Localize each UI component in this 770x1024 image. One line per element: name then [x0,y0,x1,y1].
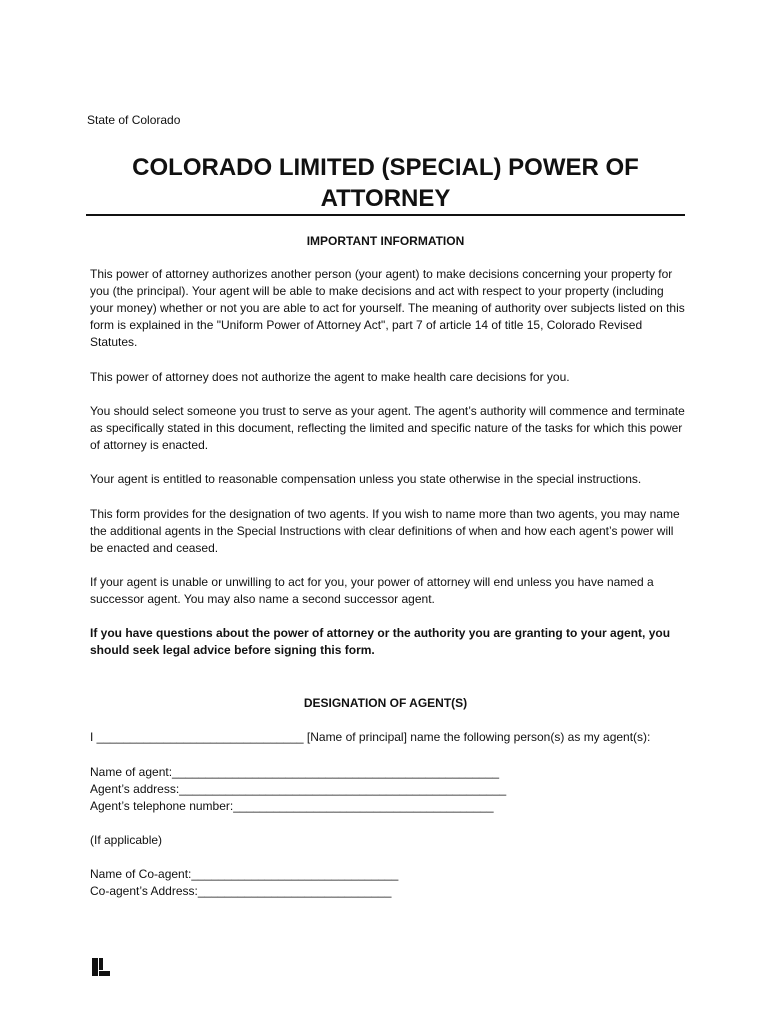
info-paragraph-two-agents: This form provides for the designation of two agents. If you wish to name more than two agents, you may name the additional agents in the Special Instructions with clear definitions of when and how each agent’s power will be enacted and ceased. [90,507,680,555]
agent-address-field: Agent’s address:_________________________________________________ [90,782,507,796]
document-title: COLORADO LIMITED (SPECIAL) POWER OF ATTORNEY [132,154,639,212]
info-paragraph-select-agent: You should select someone you trust to serve as your agent. The agent’s authority will commence and terminate as specifically stated in this document, reflecting the limited and specific nature of the tasks for which this power of attorney is enacted. [90,404,685,452]
document-logo-icon [92,958,110,976]
agent-phone-field: Agent’s telephone number:_______________________________________ [90,799,494,813]
info-paragraph-successor: If your agent is unable or unwilling to act for you, your power of attorney will end unless you have named a successor agent. You may also name a second successor agent. [90,575,654,606]
info-paragraph-authority: This power of attorney authorizes another person (your agent) to make decisions concerning your property for you (the principal). Your agent will be able to make decisions and act with respect to your property (including your money) whether or not you are able to act for yourself. The meaning of authority over subjects listed on this form is explained in the "Uniform Power of Attorney Act", part 7 of article 14 of title 15, Colorado Revised Statutes. [90,267,685,349]
info-paragraph-compensation: Your agent is entitled to reasonable compensation unless you state otherwise in the special instructions. [90,472,642,486]
important-information-heading: IMPORTANT INFORMATION [306,234,465,248]
info-paragraph-legal-advice: If you have questions about the power of attorney or the authority you are granting to your agent, you should seek legal advice before signing this form. [90,626,671,657]
state-label: State of Colorado [87,113,181,127]
coagent-address-field: Co-agent’s Address:_____________________________ [90,884,392,898]
info-paragraph-health-care: This power of attorney does not authorize the agent to make health care decisions for you. [90,370,570,384]
agent-name-field: Name of agent:_________________________________________________ [90,765,500,779]
principal-line: I _______________________________ [Name of principal] name the following person(s) as my agent(s): [90,730,651,744]
title-divider [86,214,685,216]
if-applicable-note: (If applicable) [90,833,163,847]
designation-heading: DESIGNATION OF AGENT(S) [303,696,468,710]
coagent-name-field: Name of Co-agent:_______________________________ [90,867,399,881]
